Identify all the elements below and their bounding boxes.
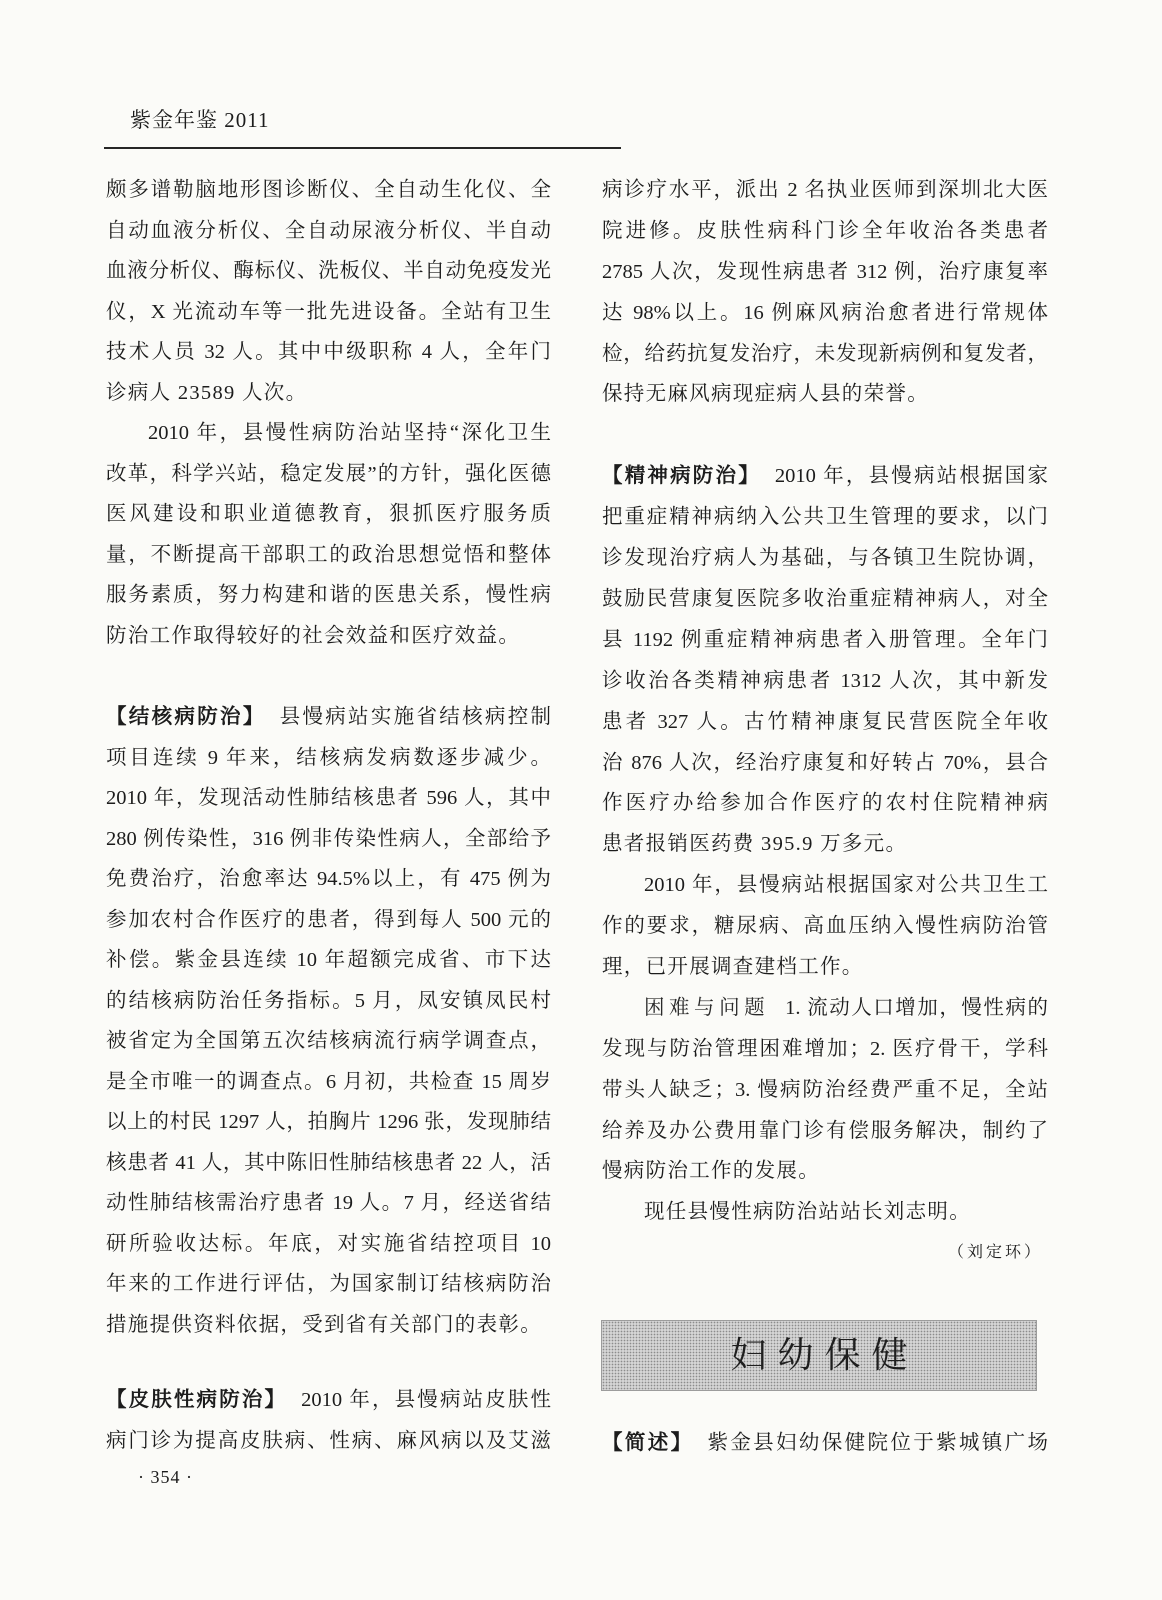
text-line: 参加农村合作医疗的患者，得到每人 500 元的	[106, 908, 551, 931]
section-heading: 【皮肤性病防治】	[106, 1388, 288, 1411]
text-line: 病门诊为提高皮肤病、性病、麻风病以及艾滋	[106, 1429, 551, 1452]
running-header-title: 紫金年鉴 2011	[130, 108, 270, 132]
paragraph-problems	[602, 988, 1048, 1192]
text-line: 鼓励民营康复医院多收治重症精神病人，对全	[602, 588, 1048, 611]
text-line: 免费治疗，治愈率达 94.5%以上，有 475 例为	[106, 868, 551, 890]
text-line: 诊收治各类精神病患者 1312 人次，其中新发	[602, 669, 1048, 692]
text-line: 作的要求，糖尿病、高血压纳入慢性病防治管	[602, 915, 1048, 938]
banner-title: 妇幼保健	[730, 1335, 919, 1376]
section-banner	[601, 1320, 1037, 1391]
text-line: 给养及办公费用靠门诊有偿服务解决，制约了	[602, 1119, 1048, 1142]
text-line: 血液分析仪、酶标仪、洗板仪、半自动免疫发光	[106, 260, 551, 282]
line-text: 县慢病站实施省结核病控制	[279, 706, 552, 728]
text-line: 诊病人 23589 人次。	[106, 381, 308, 404]
text-line: 2010 年，县慢性病防治站坚持“深化卫生	[148, 422, 551, 444]
section-overview	[602, 1423, 1048, 1464]
paragraph-policy	[106, 413, 551, 656]
text-line	[602, 456, 1048, 497]
text-line	[106, 1380, 551, 1421]
text-line: 被省定为全国第五次结核病流行病学调查点，	[106, 1030, 551, 1052]
left-column	[106, 170, 551, 1461]
text-line: 把重症精神病纳入公共卫生管理的要求，以门	[602, 506, 1048, 529]
text-line: 检，给药抗复发治疗，未发现新病例和复发者，	[602, 342, 1048, 365]
section-skin-std	[106, 1380, 551, 1461]
line-text: 紫金县妇幼保健院位于紫城镇广场	[707, 1432, 1049, 1454]
line-text: 2010 年，县慢病站皮肤性	[301, 1389, 552, 1411]
text-line: 颇多谱勒脑地形图诊断仪、全自动生化仪、全	[106, 179, 551, 201]
text-line: 量，不断提高干部职工的政治思想觉悟和整体	[106, 543, 551, 566]
text-line: 是全市唯一的调查点。6 月初，共检查 15 周岁	[106, 1070, 551, 1093]
text-line: 服务素质，努力构建和谐的医患关系，慢性病	[106, 584, 551, 606]
section-heading: 【简述】	[602, 1431, 694, 1454]
text-line: 慢病防治工作的发展。	[602, 1160, 820, 1183]
text-line: 发现与防治管理困难增加；2. 医疗骨干，学科	[602, 1037, 1048, 1060]
paragraph-equipment	[106, 170, 551, 413]
text-line: 改革，科学兴站，稳定发展”的方针，强化医德	[106, 462, 551, 485]
text-line: 防治工作取得较好的社会效益和医疗效益。	[106, 624, 521, 647]
text-line: 作医疗办给参加合作医疗的农村住院精神病	[602, 792, 1048, 815]
page-number: · 354 ·	[138, 1467, 193, 1487]
text-line: 项目连续 9 年来，结核病发病数逐步减少。	[106, 746, 551, 769]
text-line: 以上的村民 1297 人，拍胸片 1296 张，发现肺结	[106, 1111, 551, 1133]
section-tuberculosis	[106, 697, 551, 1345]
section-heading: 【精神病防治】	[602, 464, 761, 488]
text-line: 280 例传染性，316 例非传染性病人，全部给予	[106, 827, 551, 850]
text-line: 患者 327 人。古竹精神康复民营医院全年收	[602, 710, 1048, 733]
text-line: 措施提供资料依据，受到省有关部门的表彰。	[106, 1313, 542, 1336]
text-line: 患者报销医药费 395.9 万多元。	[602, 833, 908, 856]
line-text: 2010 年，县慢病站根据国家	[774, 465, 1049, 488]
text-line: 技术人员 32 人。其中中级职称 4 人，全年门	[106, 341, 551, 363]
author-signature: （刘定环）	[947, 1244, 1043, 1262]
text-line: 核患者 41 人，其中陈旧性肺结核患者 22 人，活	[106, 1151, 551, 1174]
line-text: 1. 流动人口增加，慢性病的	[785, 996, 1048, 1019]
text-line: 县 1192 例重症精神病患者入册管理。全年门	[602, 628, 1048, 651]
header-rule	[104, 147, 621, 149]
text-line: 2785 人次，发现性病患者 312 例，治疗康复率	[602, 260, 1048, 283]
text-line	[106, 697, 551, 738]
right-column	[602, 170, 1048, 1274]
text-line: 带头人缺乏；3. 慢病防治经费严重不足，全站	[602, 1078, 1048, 1101]
text-line: 医风建设和职业道德教育，狠抓医疗服务质	[106, 503, 551, 525]
text-line: 治 876 人次，经治疗康复和好转占 70%，县合	[602, 751, 1048, 774]
text-line: 诊发现治疗病人为基础，与各镇卫生院协调，	[602, 547, 1048, 570]
text-line: 保持无麻风病现症病人县的荣誉。	[602, 383, 929, 406]
text-line: 现任县慢性病防治站站长刘志明。	[644, 1201, 971, 1224]
section-mental-health	[602, 456, 1048, 865]
text-line: 的结核病防治任务指标。5 月，凤安镇凤民村	[106, 989, 551, 1012]
text-line: 动性肺结核需治疗患者 19 人。7 月，经送省结	[106, 1192, 551, 1214]
paragraph-director	[602, 1192, 1048, 1233]
text-line: 2010 年，发现活动性肺结核患者 596 人，其中	[106, 787, 551, 809]
text-line: 理，已开展调查建档工作。	[602, 956, 864, 979]
text-line: 仪，X 光流动车等一批先进设备。全站有卫生	[106, 300, 551, 323]
text-line: 自动血液分析仪、全自动尿液分析仪、半自动	[106, 219, 551, 242]
text-line	[602, 988, 1048, 1029]
text-line: 研所验收达标。年底，对实施省结控项目 10	[106, 1232, 551, 1255]
text-line: 病诊疗水平，派出 2 名执业医师到深圳北大医	[602, 179, 1048, 201]
text-line: 补偿。紫金县连续 10 年超额完成省、市下达	[106, 949, 551, 971]
text-line	[602, 1423, 1048, 1464]
paragraph-chronic-disease	[602, 865, 1048, 988]
paragraph-skin-continued	[602, 170, 1048, 415]
problems-label: 困难与问题	[644, 996, 770, 1019]
text-line: 院进修。皮肤性病科门诊全年收治各类患者	[602, 219, 1048, 242]
text-line: 年来的工作进行评估，为国家制订结核病防治	[106, 1273, 551, 1295]
section-heading: 【结核病防治】	[106, 705, 266, 728]
text-line: 2010 年，县慢病站根据国家对公共卫生工	[644, 874, 1048, 897]
text-line: 达 98%以上。16 例麻风病治愈者进行常规体	[602, 301, 1048, 324]
